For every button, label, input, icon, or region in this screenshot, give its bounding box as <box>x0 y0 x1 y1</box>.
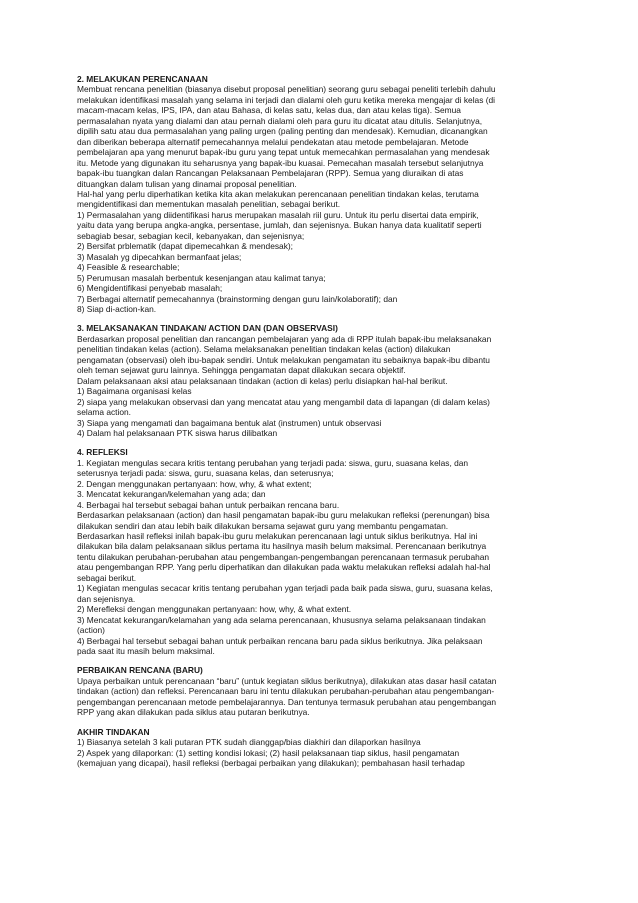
text-line: permasalahan nyata yang dialami dan atau pernah dialami oleh para guru itu dicatat atau ditulis. Selanjutnya, <box>77 115 483 126</box>
section-body <box>77 84 567 314</box>
text-line: pembelajaran apa yang menurut bapak-ibu guru yang tepat untuk memecahkan permasalahan yang mendesak <box>77 147 490 158</box>
text-line: dan sejenisnya. <box>77 593 136 604</box>
text-line: dituangkan dalam tulisan yang dinamai proposal penelitian. <box>77 178 297 189</box>
text-line: 1) Permasalahan yang diidentifikasi harus merupakan masalah riil guru. Untuk itu perlu disertai data empirik, <box>77 209 479 220</box>
text-line: Upaya perbaikan untuk perencanaan “baru” (untuk kegiatan siklus berikutnya), dilakukan atas dasar hasil catatan <box>77 675 497 686</box>
text-line: bapak-ibu tuangkan dalan Rancangan Pelaksanaan Pembelajaran (RPP). Semua yang diuraikan di atas <box>77 168 464 179</box>
section-heading: 4. REFLEKSI <box>77 447 128 458</box>
text-line: yaitu data yang berupa angka-angka, persentase, jumlah, dan sejenisnya. Bukan hanya data kualitatif seperti <box>77 220 482 231</box>
text-line: itu. Metode yang digunakan itu seharusnya yang bapak-ibu kuasai. Pemecahan masalah tersebut selanjutnya <box>77 157 484 168</box>
text-line: Berdasarkan proposal penelitian dan rancangan pembelajaran yang ada di RPP itulah bapak-ibu melaksanakan <box>77 333 492 344</box>
text-line: 2) siapa yang melakukan observasi dan yang mencatat atau yang mengambil data di lapangan (di dalam kelas) <box>77 396 490 407</box>
text-line: 4) Dalam hal pelaksanaan PTK siswa harus dilibatkan <box>77 427 278 438</box>
text-line: oleh teman sejawat guru lainnya. Sehingga pengamatan dapat dilakukan secara objektif. <box>77 365 406 376</box>
text-line: 4. Berbagai hal tersebut sebagai bahan untuk perbaikan rencana baru. <box>77 499 340 510</box>
text-line: sebagiab besar, sebagian kecil, kebanyakan, dan sejenisnya; <box>77 230 305 241</box>
section-akhir-tindakan <box>77 727 567 769</box>
document-page <box>77 74 567 778</box>
text-line: dilakukan bila dalam pelaksanaan siklus pertama itu hasilnya masih belum maksimal. Perencanaan berikutnya <box>77 541 487 552</box>
text-line: 4) Feasible & researchable; <box>77 262 180 273</box>
text-line: dipilih satu atau dua permasalahan yang paling urgen (paling penting dan mendesak). Kemudian, dicanangkan <box>77 126 488 137</box>
text-line: 3) Mencatat kekurangan/kelamahan yang ada selama perencanaan, khususnya selama pelaksanaan tindakan <box>77 614 486 625</box>
text-line: 3. Mencatat kekurangan/kelemahan yang ada; dan <box>77 489 266 500</box>
section-heading: PERBAIKAN RENCANA (BARU) <box>77 665 203 676</box>
text-line: 6) Mengidentifikasi penyebab masalah; <box>77 283 223 294</box>
text-line: 2) Bersifat prblematik (dapat dipemecahkan & mendesak); <box>77 241 293 252</box>
text-line: Dalam pelaksanaan aksi atau pelaksanaan tindakan (action di kelas) perlu disiapkan hal-hal berikut. <box>77 375 448 386</box>
text-line: 3) Masalah yg dipecahkan bermanfaat jelas; <box>77 251 242 262</box>
section-heading: 3. MELAKSANAKAN TINDAKAN/ ACTION DAN (DAN OBSERVASI) <box>77 323 338 334</box>
text-line: Berdasarkan hasil refleksi inilah bapak-ibu guru melakukan perencanaan lagi untuk siklus berikutnya. Hal ini <box>77 531 478 542</box>
text-line: selama action. <box>77 407 131 418</box>
text-line: 2) Aspek yang dilaporkan: (1) setting kondisi lokasi; (2) hasil pelaksanaan tiap siklus, hasil pengamatan <box>77 747 460 758</box>
section-heading: 2. MELAKUKAN PERENCANAAN <box>77 74 208 84</box>
text-line: tentu dilakukan perubahan-perubahan atau pengembangan-pengembangan perencanaan termasuk perubahan <box>77 551 490 562</box>
text-line: pengembangan perencanaan metode pembelajarannya. Dan tentunya termasuk perubahan atau pengembangan <box>77 696 497 707</box>
text-line: 4) Berbagai hal tersebut sebagai bahan untuk perbaikan rencana baru pada siklus berikutnya. Jika pelaksaan <box>77 635 483 646</box>
text-line: Hal-hal yang perlu diperhatikan ketika kita akan melakukan perencanaan penelitian tindakan kelas, terutama <box>77 188 479 199</box>
text-line: Membuat rencana penelitian (biasanya disebut proposal penelitian) seorang guru sebagai peneliti terlebih dahulu <box>77 84 496 95</box>
section-heading: AKHIR TINDAKAN <box>77 726 150 737</box>
section-body <box>77 676 567 718</box>
text-line: 1) Bagaimana organisasi kelas <box>77 386 192 397</box>
text-line: RPP yang akan dilakukan pada siklus atau putaran berikutnya. <box>77 707 310 718</box>
section-body <box>77 737 567 768</box>
section-body <box>77 458 567 657</box>
text-line: seterusnya terjadi pada: siswa, guru, suasana kelas, dan seterusnya; <box>77 468 334 479</box>
text-line: 8) Siap di-action-kan. <box>77 303 157 314</box>
text-line: Berdasarkan pelaksanaan (action) dan hasil pengamatan bapak-ibu guru melakukan refleksi (perenungan) bisa <box>77 510 490 521</box>
text-line: (kemajuan yang dicapai), hasil refleksi (berbagai perbaikan yang dilakukan); pembahasan hasil terhadap <box>77 758 465 769</box>
text-line: dilakukan sendiri dan atau lebih baik dilakukan bersama sejawat guru yang membantu pengamatan. <box>77 520 449 531</box>
text-line: 3) Siapa yang mengamati dan bagaimana bentuk alat (instrumen) untuk observasi <box>77 417 382 428</box>
text-line: tindakan (action) dan refleksi. Perencanaan baru ini tentu dilakukan perubahan-perubahan atau pengembangan- <box>77 686 495 697</box>
text-line: pengamatan (observasi) oleh ibu-bapak sendiri. Untuk melakukan pengamatan itu sebaiknya bapak-ibu dibantu <box>77 354 490 365</box>
text-line: penelitian tindakan kelas (action). Selama melaksanakan penelitian tindakan kelas (action) dilakukan <box>77 344 451 355</box>
text-line: sebagai berikut. <box>77 572 137 583</box>
section-3-melaksanakan-tindakan-action-dan-dan-observasi <box>77 323 567 438</box>
section-2-melakukan-perencanaan <box>77 74 567 314</box>
text-line: atau pengembangan RPP. Yang perlu diperhatikan dan dilakukan pada waktu melakukan refleksi adalah hal-hal <box>77 562 491 573</box>
text-line: mengidentifikasi dan mementukan masalah penelitian, sebagai berikut. <box>77 199 341 210</box>
section-4-refleksi <box>77 447 567 656</box>
text-line: melakukan identifikasi masalah yang selama ini terjadi dan dialami oleh guru ketika mereka mengajar di kelas (di <box>77 94 496 105</box>
text-line: macam-macam kelas, IPS, IPA, dan atau Bahasa, di kelas satu, kelas dua, dan atau kelas tiga). Semua <box>77 105 461 116</box>
text-line: 7) Berbagai alternatif pemecahannya (brainstorming dengan guru lain/kolaboratif); dan <box>77 293 398 304</box>
text-line: 1) Kegiatan mengulas secacar kritis tentang perubahan ygan terjadi pada baik pada siswa, guru, suasana kelas, <box>77 583 493 594</box>
text-line: 1) Biasanya setelah 3 kali putaran PTK sudah dianggap/bias diakhiri dan dilaporkan hasilnya <box>77 737 421 748</box>
section-perbaikan-rencana-baru <box>77 665 567 717</box>
section-body <box>77 334 567 439</box>
text-line: pada saat itu masih belum maksimal. <box>77 646 215 657</box>
text-line: 5) Perumusan masalah berbentuk kesenjangan atau kalimat tanya; <box>77 272 326 283</box>
text-line: 2. Dengan menggunakan pertanyaan: how, why, & what extent; <box>77 478 312 489</box>
text-line: 1. Kegiatan mengulas secara kritis tentang perubahan yang terjadi pada: siswa, guru, suasana kelas, dan <box>77 457 469 468</box>
text-line: dan diberikan beberapa alternatif pemecahannya melalui pendekatan atau metode pembelajaran. Metode <box>77 136 469 147</box>
text-line: (action) <box>77 625 105 636</box>
text-line: 2) Merefleksi dengan menggunakan pertanyaan: how, why, & what extent. <box>77 604 352 615</box>
